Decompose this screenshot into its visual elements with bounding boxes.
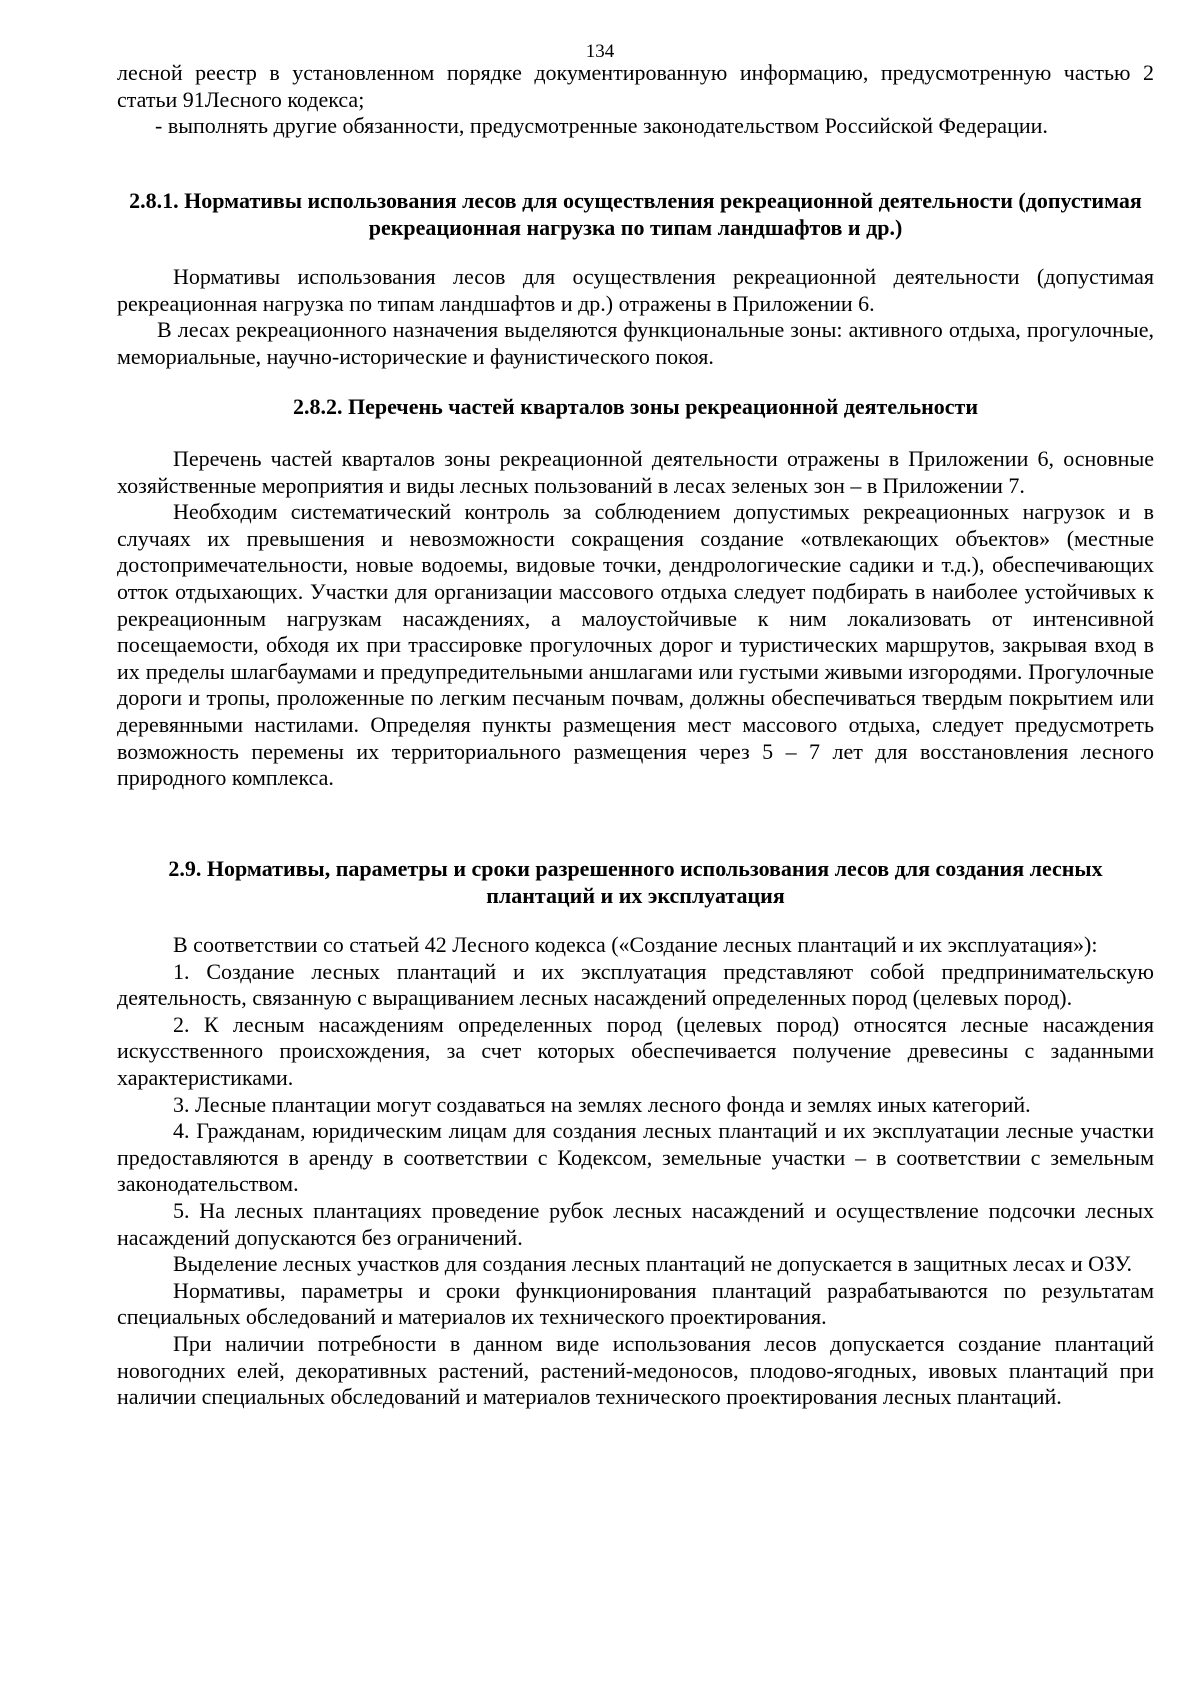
page-number: 134 — [585, 41, 615, 62]
intro-paragraph: - выполнять другие обязанности, предусмотренные законодательством Российской Федерации. — [155, 113, 1048, 139]
section-heading-2-9: 2.9. Нормативы, параметры и сроки разрешенного использования лесов для создания лесных плантаций и их эксплуатация — [168, 856, 1103, 908]
paragraph: При наличии потребности в данном виде использования лесов допускается создание плантаций новогодних елей, декоративных растений, растений-медоносов, плодово-ягодных, ивовых плантаций при наличии специальных обследований и материалов технического проектирования лесных плантаций. — [117, 1330, 1154, 1410]
list-item: 3. Лесные плантации могут создаваться на землях лесного фонда и землях иных категорий. — [173, 1091, 1031, 1117]
intro-block — [117, 60, 1154, 140]
paragraph: Нормативы, параметры и сроки функционирования плантаций разрабатываются по результатам специальных обследований и материалов их технического проектирования. — [117, 1277, 1154, 1330]
section-2-9-body — [117, 932, 1154, 1411]
paragraph: Выделение лесных участков для создания лесных плантаций не допускается в защитных лесах и ОЗУ. — [173, 1251, 1132, 1277]
list-item: 4. Гражданам, юридическим лицам для создания лесных плантаций и их эксплуатации лесные участки предоставляются в аренду в соответствии с Кодексом, земельные участки – в соответствии с земельным законодательством. — [117, 1118, 1154, 1197]
list-item: 5. На лесных плантациях проведение рубок лесных насаждений и осуществление подсочки лесных насаждений допускаются без ограничений. — [117, 1197, 1154, 1250]
paragraph: Необходим систематический контроль за соблюдением допустимых рекреационных нагрузок и в случаях их превышения и невозможности сокращения создание «отвлекающих объектов» (местные достопримечательности, новые водоемы, видовые точки, дендрологические садики и т.д.), обеспечивающих отток отдыхающих. Участки для организации массового отдыха следует подбирать в наиболее устойчивых к рекреационным нагрузкам насаждениях, а малоустойчивые к ним локализовать от интенсивной посещаемости, обходя их при трассировке прогулочных дорог и туристических маршрутов, закрывая вход в их пределы шлагбаумами и предупредительными аншлагами или густыми живыми изгородями. Прогулочные дороги и тропы, проложенные по легким песчаным почвам, должны обеспечиваться твердым покрытием или деревянными настилами. Определяя пункты размещения мест массового отдыха, следует предусмотреть возможность перемены их территориального размещения через 5 – 7 лет для восстановления лесного природного комплекса. — [117, 499, 1154, 791]
section-heading-2-8-1: 2.8.1. Нормативы использования лесов для осуществления рекреационной деятельности (допустимая рекреационная нагрузка по типам ландшафтов и др.) — [129, 188, 1142, 240]
paragraph: Нормативы использования лесов для осуществления рекреационной деятельности (допустимая рекреационная нагрузка по типам ландшафтов и др.) отражены в Приложении 6. — [117, 264, 1154, 316]
intro-paragraph: лесной реестр в установленном порядке документированную информацию, предусмотренную частью 2 статьи 91Лесного кодекса; — [117, 60, 1154, 112]
list-item: 2. К лесным насаждениям определенных пород (целевых пород) относятся лесные насаждения искусственного происхождения, за счет которых обеспечивается получение древесины с заданными характеристиками. — [117, 1011, 1154, 1090]
section-2-8-1-body — [117, 264, 1154, 370]
section-heading-2-8-2: 2.8.2. Перечень частей кварталов зоны рекреационной деятельности — [292, 394, 979, 419]
list-item: 1. Создание лесных плантаций и их эксплуатация представляют собой предпринимательскую деятельность, связанную с выращиванием лесных насаждений определенных пород (целевых пород). — [117, 958, 1154, 1011]
paragraph: В лесах рекреационного назначения выделяются функциональные зоны: активного отдыха, прогулочные, мемориальные, научно-исторические и фаунистического покоя. — [117, 317, 1154, 369]
paragraph: Перечень частей кварталов зоны рекреационной деятельности отражены в Приложении 6, основные хозяйственные мероприятия и виды лесных пользований в лесах зеленых зон – в Приложении 7. — [117, 446, 1154, 498]
section-2-8-2-body — [117, 446, 1154, 792]
paragraph: В соответствии со статьей 42 Лесного кодекса («Создание лесных плантаций и их эксплуатация»): — [173, 932, 1098, 957]
